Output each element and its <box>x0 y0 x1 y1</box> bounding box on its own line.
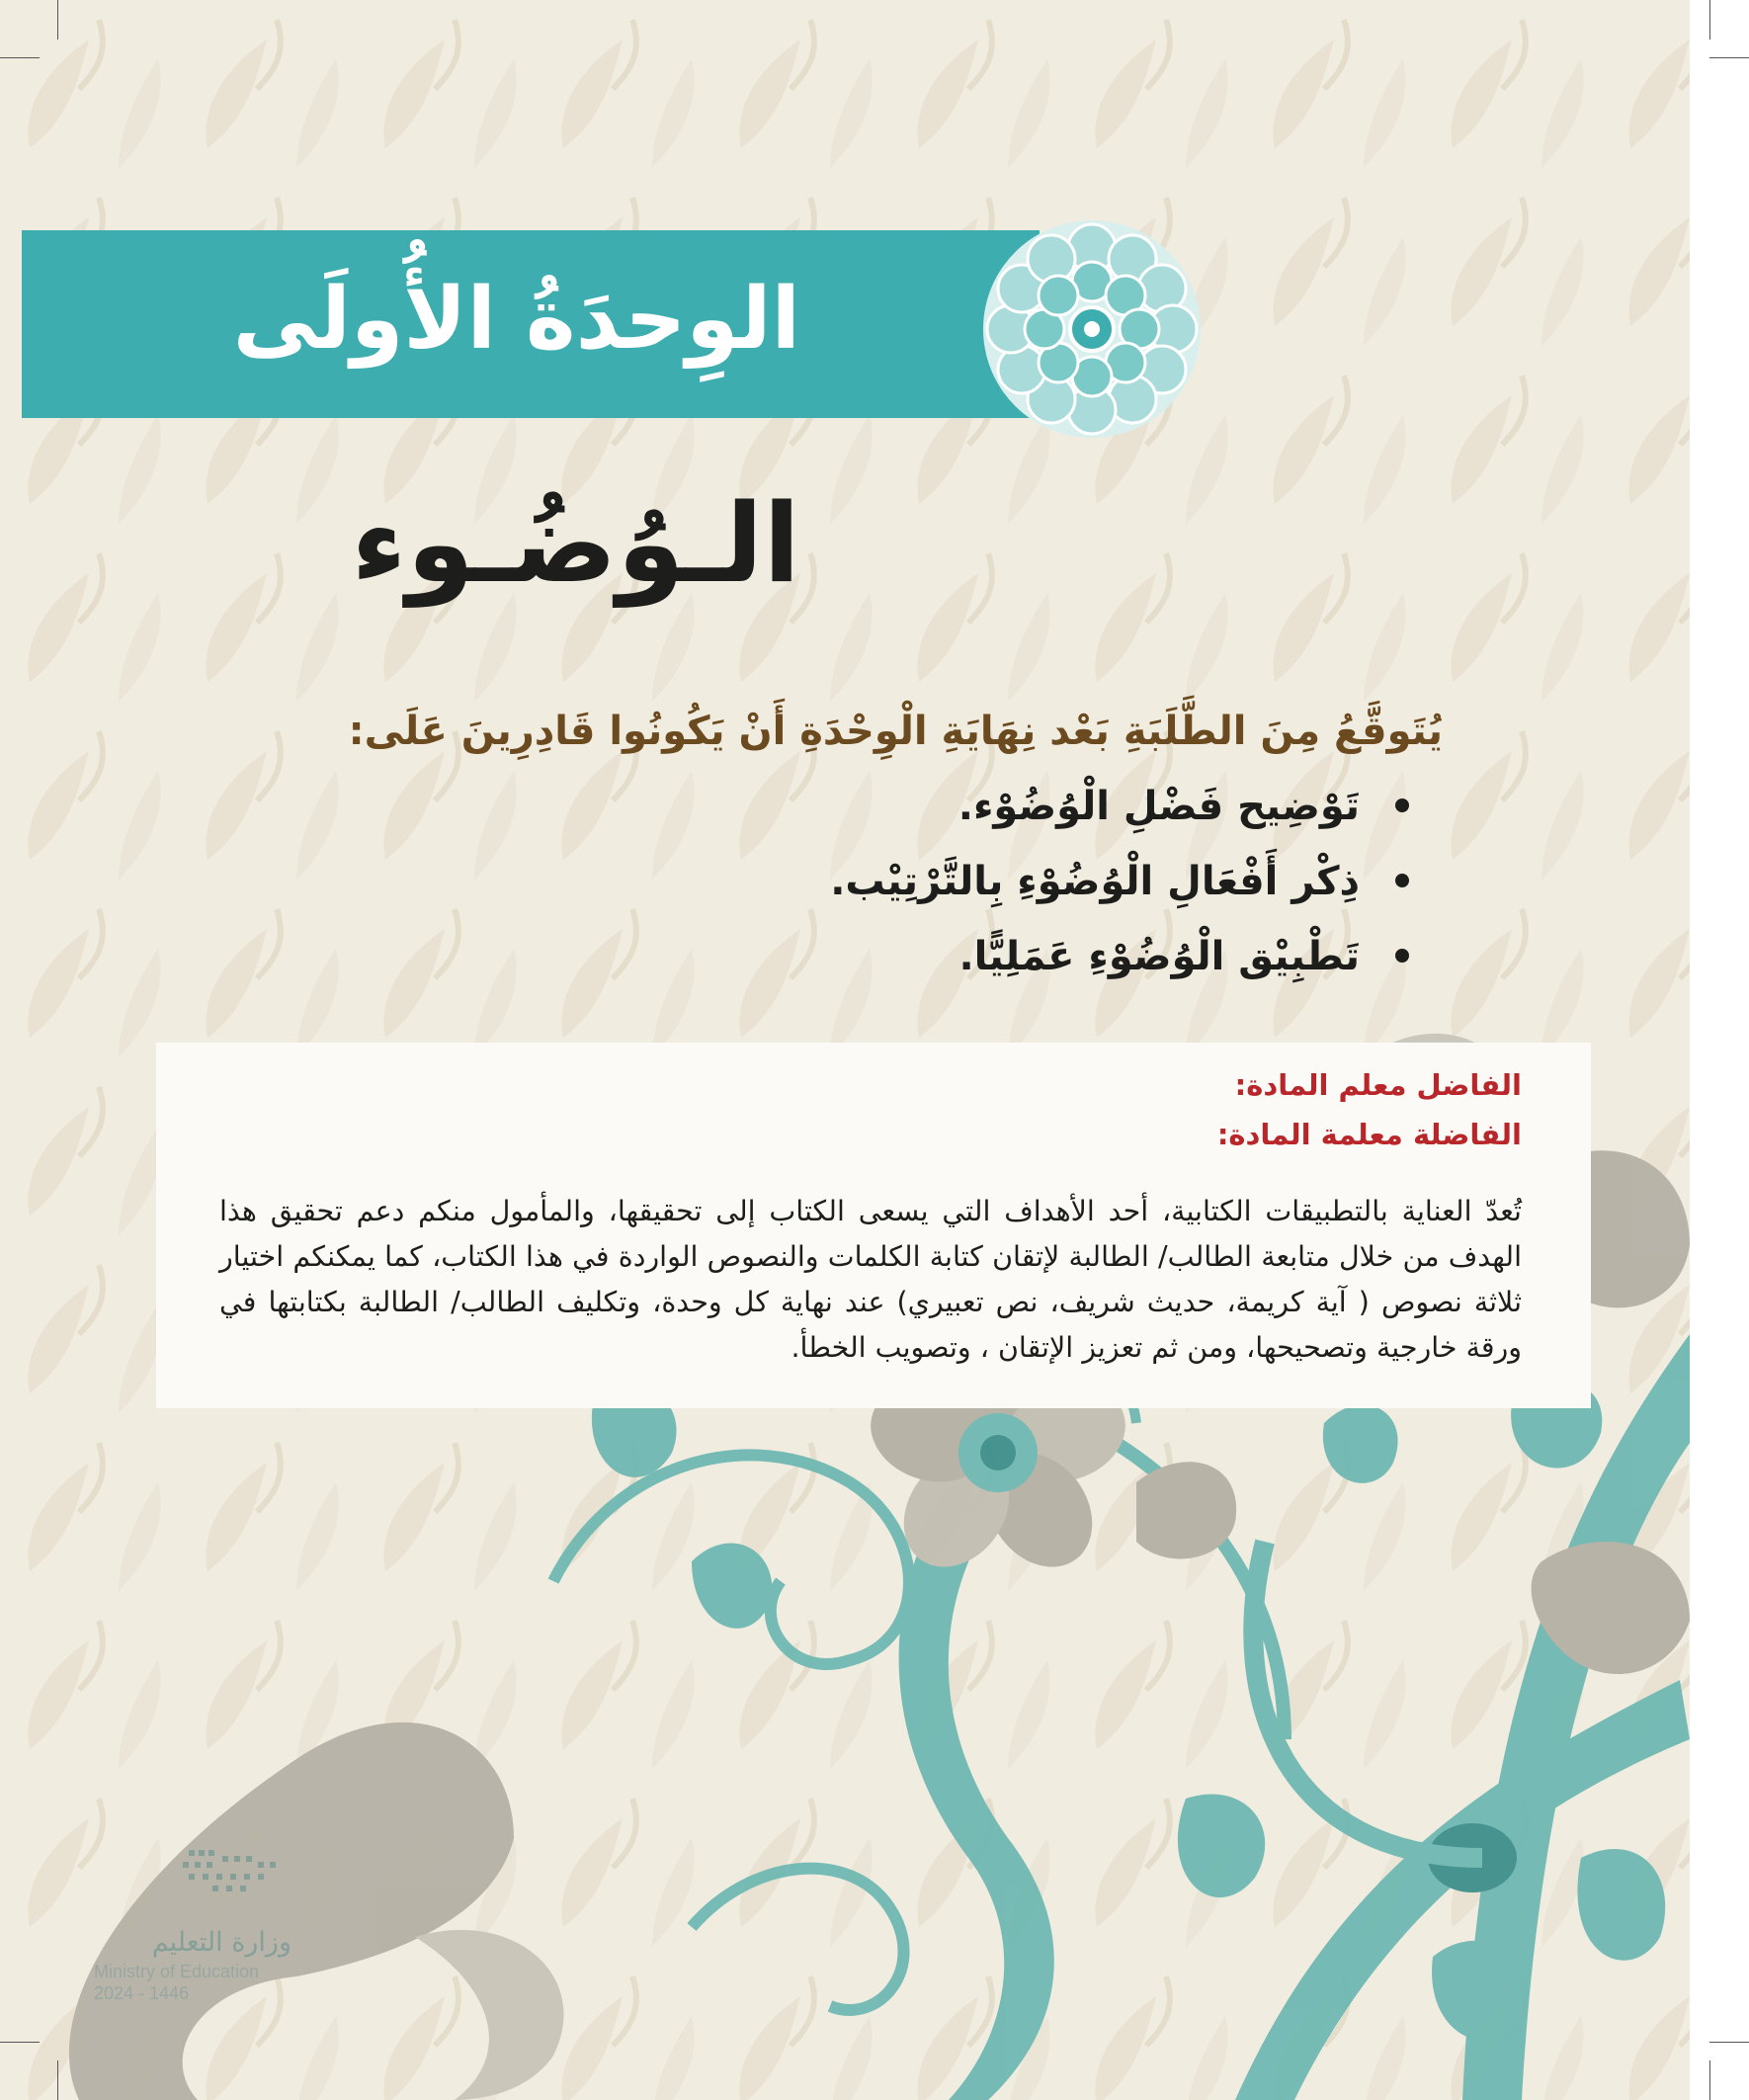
teacher-note-box <box>156 1043 1591 1408</box>
geometric-rosette-icon <box>978 215 1206 443</box>
bullet-icon <box>1395 798 1409 812</box>
objective-text: تَطْبِيْق الْوُضُوْءِ عَمَلِيًّا. <box>958 934 1360 979</box>
objective-text: ذِكْر أَفْعَالِ الْوُضُوْءِ بِالتَّرْتِيْب. <box>830 859 1360 904</box>
edition-year: 2024 - 1446 <box>94 1983 190 2003</box>
objectives-list <box>257 769 1443 994</box>
ministry-name-arabic: وزارة التعليم <box>151 1927 292 1958</box>
note-heading-male: الفاضل معلم المادة: <box>1234 1068 1522 1102</box>
crop-mark <box>1709 0 1710 40</box>
list-item <box>257 844 1409 919</box>
crop-mark <box>0 2042 40 2043</box>
crop-mark <box>1709 2060 1710 2100</box>
ministry-logo <box>94 1848 292 2003</box>
ministry-name-english: Ministry of Education <box>94 1962 260 1981</box>
crop-mark <box>0 57 40 58</box>
bullet-icon <box>1395 874 1409 887</box>
list-item <box>257 769 1409 844</box>
learning-objectives <box>257 700 1443 994</box>
list-item <box>257 919 1409 994</box>
crop-mark <box>1709 2042 1749 2043</box>
unit-title: الوِحدَةُ الأُولَى <box>232 270 800 369</box>
objectives-intro: يُتَوقَّعُ مِنَ الطَّلَبَةِ بَعْد نِهَايَةِ الْوِحْدَةِ أَنْ يَكُونُوا قَادِرِينَ عَلَى: <box>348 709 1443 754</box>
note-body: تُعدّ العناية بالتطبيقات الكتابية، أحد الأهداف التي يسعى الكتاب إلى تحقيقها، والمأمول منكم دعم تحقيق هذا الهدف من خلال متابعة الطالب/ الطالبة لإتقان كتابة الكلمات والنصوص الواردة في هذا الكتاب، كما يمكنكم اختيار ثلاثة نصوص ( آية كريمة، حديث شريف، نص تعبيري) عند نهاية كل وحدة، وتكليف الطالب/ الطالبة بكتابتها في ورقة خارجية وتصحيحها، ومن ثم تعزيز الإتقان ، وتصويب الخطأ. <box>219 1195 1522 1364</box>
lesson-title: الـوُضُـوء <box>351 480 800 607</box>
crop-mark <box>57 0 58 40</box>
objective-text: تَوْضِيح فَضْلِ الْوُضُوْء. <box>958 784 1360 829</box>
note-heading-female: الفاضلة معلمة المادة: <box>1216 1118 1522 1151</box>
crop-mark <box>1709 57 1749 58</box>
crop-mark <box>57 2060 58 2100</box>
ministry-dots-logo-icon <box>183 1848 282 1893</box>
bullet-icon <box>1395 949 1409 963</box>
